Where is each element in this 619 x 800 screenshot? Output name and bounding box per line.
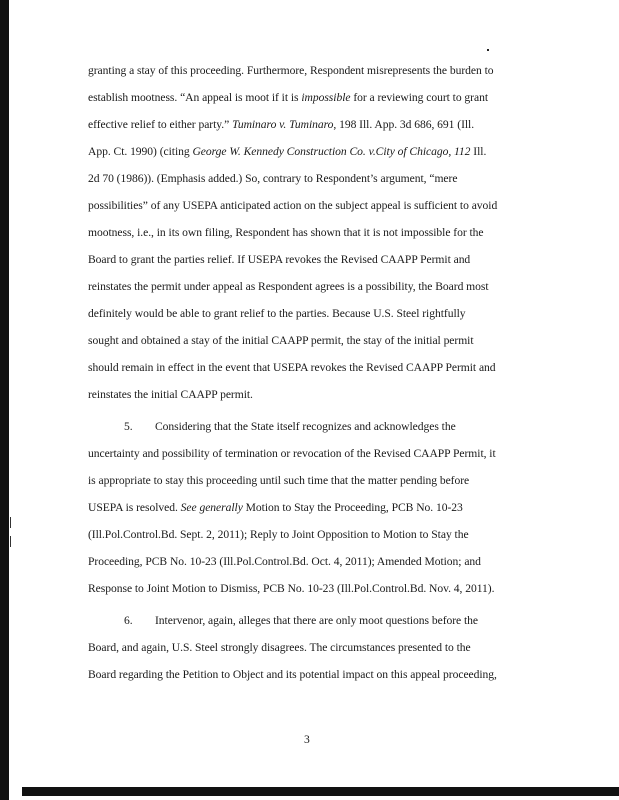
text-span: establish mootness. “An appeal is moot if it is (88, 91, 302, 104)
para5-line-5: (Ill.Pol.Control.Bd. Sept. 2, 2011); Reply to Joint Opposition to Motion to Stay the (88, 528, 469, 541)
signal-citation: See generally (180, 501, 243, 514)
page-number: 3 (304, 733, 310, 746)
para6-line-2: Board, and again, U.S. Steel strongly disagrees. The circumstances presented to the (88, 641, 471, 654)
text-span: Ill. (470, 145, 487, 158)
para6-line-1: Intervenor, again, alleges that there are only moot questions before the (155, 614, 479, 627)
paragraph-number-5: 5. (124, 420, 133, 433)
body-line-11: sought and obtained a stay of the initial CAAPP permit, the stay of the initial permit (88, 334, 474, 347)
para5-line-1: Considering that the State itself recognizes and acknowledges the (155, 420, 456, 433)
scan-edge-left (0, 0, 9, 800)
text-span: for a reviewing court to grant (350, 91, 488, 104)
case-citation: Tuminaro v. Tuminaro (232, 118, 334, 131)
paragraph-number-6: 6. (124, 614, 133, 627)
case-citation: George W. Kennedy Construction Co. v.City of Chicago, 112 (192, 145, 471, 158)
text-span: , 198 Ill. App. 3d 686, 691 (Ill. (333, 118, 475, 131)
para6-line-3: Board regarding the Petition to Object and its potential impact on this appeal proceeding, (88, 668, 497, 681)
text-span: Motion to Stay the Proceeding, PCB No. 10-23 (242, 501, 463, 514)
scan-mark (10, 536, 11, 547)
body-line-7: mootness, i.e., in its own filing, Respondent has shown that it is not impossible for the (88, 226, 484, 239)
body-line-10: definitely would be able to grant relief to the parties. Because U.S. Steel rightfully (88, 307, 466, 320)
para5-line-3: is appropriate to stay this proceeding until such time that the matter pending before (88, 474, 470, 487)
body-line-6: possibilities” of any USEPA anticipated action on the subject appeal is sufficient to avoid (88, 199, 498, 212)
scan-edge-bottom (22, 787, 619, 796)
body-line-1: granting a stay of this proceeding. Furthermore, Respondent misrepresents the burden to (88, 64, 494, 77)
para5-line-2: uncertainty and possibility of termination or revocation of the Revised CAAPP Permit, it (88, 447, 496, 460)
body-line-2 (88, 91, 488, 104)
text-span: App. Ct. 1990) (citing (88, 145, 193, 158)
body-line-4 (88, 145, 486, 158)
para5-line-4 (88, 501, 463, 514)
scan-speck (487, 49, 489, 51)
para5-line-6: Proceeding, PCB No. 10-23 (Ill.Pol.Control.Bd. Oct. 4, 2011); Amended Motion; and (88, 555, 481, 568)
emphasis-text: impossible (301, 91, 351, 104)
body-line-13: reinstates the initial CAAPP permit. (88, 388, 253, 401)
body-line-12: should remain in effect in the event that USEPA revokes the Revised CAAPP Permit and (88, 361, 496, 374)
text-span: USEPA is resolved. (88, 501, 181, 514)
scan-mark (10, 517, 11, 528)
body-line-9: reinstates the permit under appeal as Respondent agrees is a possibility, the Board most (88, 280, 489, 293)
text-span: effective relief to either party.” (88, 118, 233, 131)
para5-line-7: Response to Joint Motion to Dismiss, PCB No. 10-23 (Ill.Pol.Control.Bd. Nov. 4, 2011). (88, 582, 495, 595)
body-line-3 (88, 118, 474, 131)
body-line-5: 2d 70 (1986)). (Emphasis added.) So, contrary to Respondent’s argument, “mere (88, 172, 458, 185)
body-line-8: Board to grant the parties relief. If USEPA revokes the Revised CAAPP Permit and (88, 253, 471, 266)
